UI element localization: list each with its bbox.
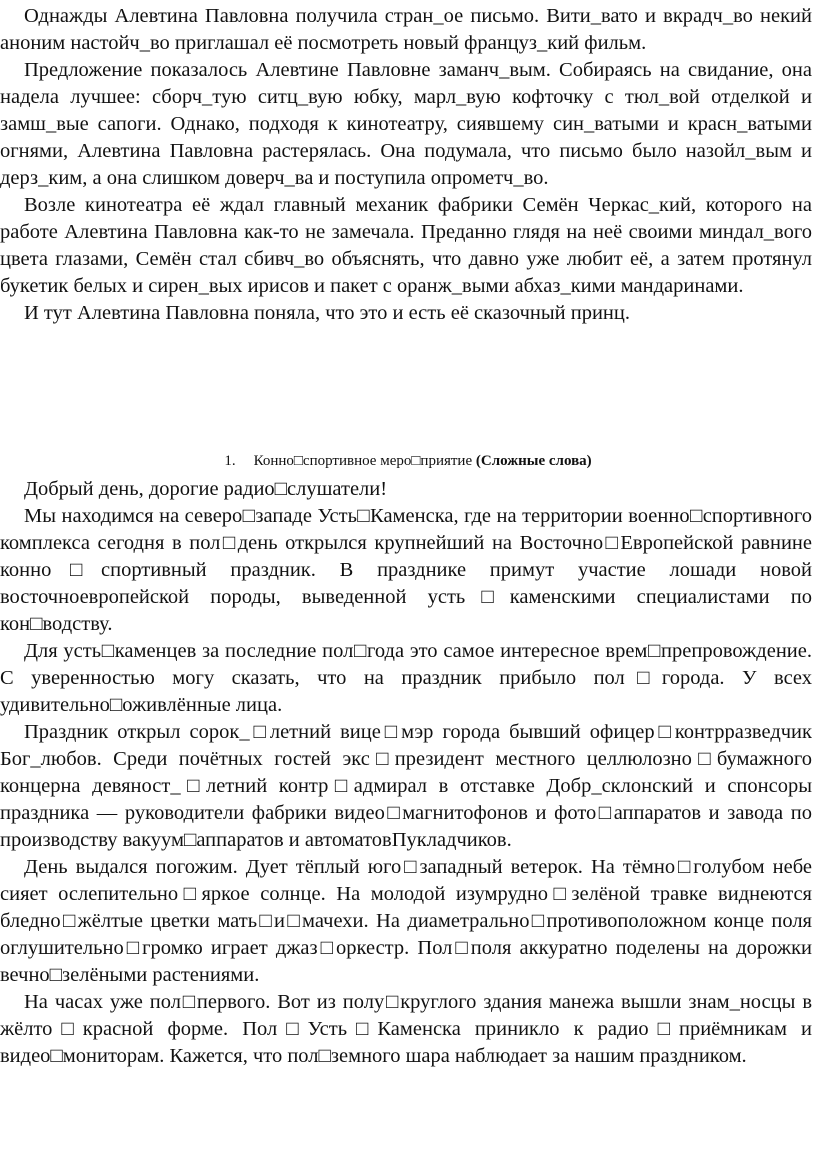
heading-subtitle: (Сложные слова) bbox=[475, 453, 592, 469]
story-text bbox=[0, 3, 812, 327]
paragraph: Добрый день, дорогие радио□слушатели! bbox=[24, 478, 388, 500]
paragraph: И тут Алевтина Павловна поняла, что это и есть её сказочный принц. bbox=[24, 302, 630, 324]
paragraph: День выдался погожим. Дует тёплый юго□западный ветерок. На тёмно□голубом небе сияет ослепительно□яркое солнце. На молодой изумрудно□зелёной травке виднеются бледно□жёлтые цветки мать□и□мачехи. На диаметрально□противоположном конце поля оглушительно□громко играет джаз□оркестр. Пол□поля аккуратно поделены на дорожки вечно□зелёными растениями. bbox=[0, 856, 812, 986]
exercise-text bbox=[0, 476, 812, 1070]
section-heading bbox=[0, 451, 816, 471]
paragraph: Предложение показалось Алевтине Павловне заманч_вым. Собираясь на свидание, она надела лучшее: сборч_тую ситц_вую юбку, марл_вую кофточку с тюл_вой отделкой и замш_вые сапоги. Однако, подходя к кинотеатру, сиявшему син_ватыми и красн_ватыми огнями, Алевтина Павловна растерялась. Она подумала, что письмо было назойл_вым и дерз_ким, а она слишком доверч_ва и поступила опрометч_во. bbox=[0, 59, 812, 189]
paragraph: Возле кинотеатра её ждал главный механик фабрики Семён Черкас_кий, которого на работе Алевтина Павловна как-то не замечала. Преданно глядя на неё своими миндал_вого цвета глазами, Семён стал сбивч_во объяснять, что давно уже любит её, а затем протянул букетик белых и сирен_вых ирисов и пакет с оранж_выми абхаз_кими мандаринами. bbox=[0, 194, 812, 297]
heading-number: 1. bbox=[224, 453, 236, 469]
paragraph: Для усть□каменцев за последние пол□года это самое интересное врем□препровождение. С уверенностью могу сказать, что на праздник прибыло пол□города. У всех удивительно□оживлённые лица. bbox=[0, 640, 812, 716]
heading-title: Конно□спортивное меро□приятие bbox=[253, 453, 473, 469]
paragraph: Мы находимся на северо□западе Усть□Каменска, где на территории военно□спортивного комплекса сегодня в пол□день открылся крупнейший на Восточно□Европейской равнине конно□спортивный праздник. В празднике примут участие лошади новой восточноевропейской породы, выведенной усть□каменскими специалистами по кон□водству. bbox=[0, 505, 812, 635]
paragraph: Праздник открыл сорок_□летний вице□мэр города бывший офицер□контрразведчик Бог_любов. Среди почётных гостей экс□президент местного целлюлозно□бумажного концерна девяност_□летний контр□адмирал в отставке Добр_склонский и спонсоры праздника — руководители фабрики видео□магнитофонов и фото□аппаратов и завода по производству вакуум□аппаратов и автоматовПукладчиков. bbox=[0, 721, 812, 851]
paragraph: Однажды Алевтина Павловна получила стран_ое письмо. Вити_вато и вкрадч_во некий аноним настойч_во приглашал её посмотреть новый француз_кий фильм. bbox=[0, 5, 812, 54]
paragraph: На часах уже пол□первого. Вот из полу□круглого здания манежа вышли знам_носцы в жёлто□красной форме. Пол□Усть□Каменска приникло к радио□приёмникам и видео□мониторам. Кажется, что пол□земного шара наблюдает за нашим праздником. bbox=[0, 991, 812, 1067]
